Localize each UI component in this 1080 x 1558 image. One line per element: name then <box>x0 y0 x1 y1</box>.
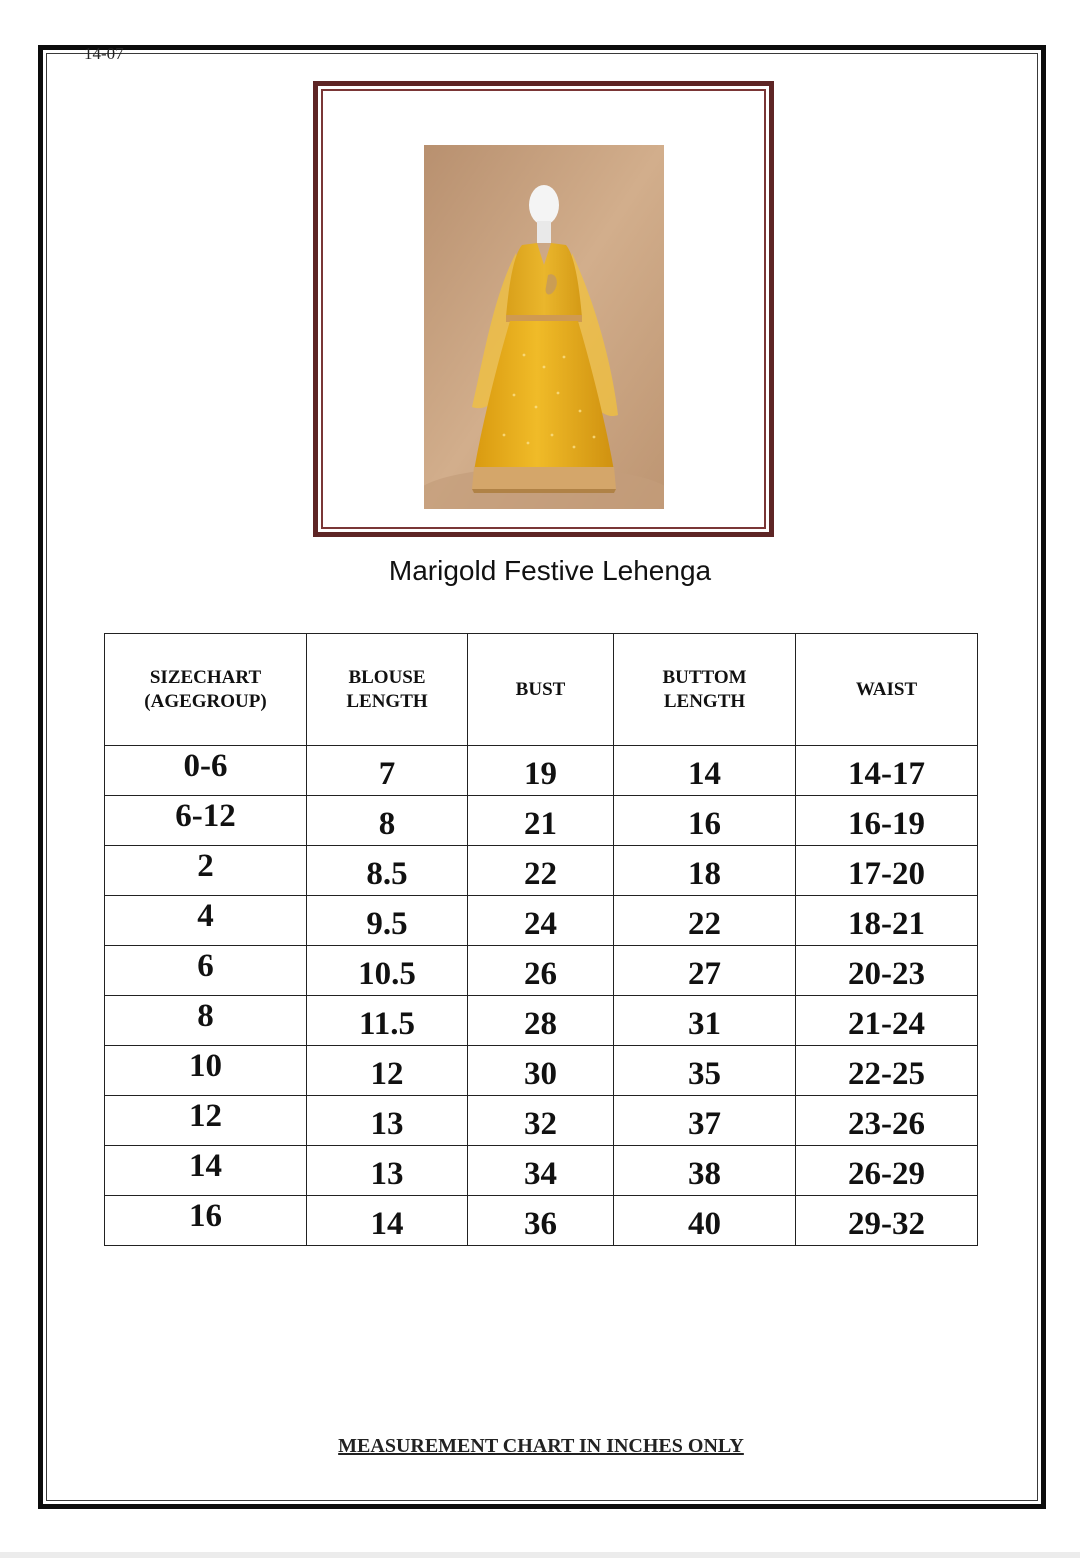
cell-buttom-length: 16 <box>614 796 796 846</box>
header-bust: BUST <box>468 634 614 746</box>
cell-blouse-length: 11.5 <box>307 996 468 1046</box>
cell-age-group: 14 <box>105 1146 307 1196</box>
cell-blouse-length: 9.5 <box>307 896 468 946</box>
table-row <box>105 1196 978 1246</box>
cell-waist: 14-17 <box>796 746 978 796</box>
cell-age-group: 8 <box>105 996 307 1046</box>
cell-buttom-length: 31 <box>614 996 796 1046</box>
cell-buttom-length: 27 <box>614 946 796 996</box>
bottom-band <box>0 1552 1080 1558</box>
cell-waist: 17-20 <box>796 846 978 896</box>
table-row <box>105 1096 978 1146</box>
cell-age-group: 6-12 <box>105 796 307 846</box>
cell-waist: 18-21 <box>796 896 978 946</box>
table-row <box>105 1146 978 1196</box>
cell-buttom-length: 18 <box>614 846 796 896</box>
product-photo <box>424 145 664 509</box>
header-waist: WAIST <box>796 634 978 746</box>
cell-waist: 23-26 <box>796 1096 978 1146</box>
cell-age-group: 4 <box>105 896 307 946</box>
cell-age-group: 2 <box>105 846 307 896</box>
table-row <box>105 946 978 996</box>
table-row <box>105 746 978 796</box>
cell-buttom-length: 38 <box>614 1146 796 1196</box>
document-code: 14-07 <box>84 44 124 63</box>
table-row <box>105 896 978 946</box>
header-blouse-length: BLOUSE LENGTH <box>307 634 468 746</box>
cell-bust: 24 <box>468 896 614 946</box>
cell-buttom-length: 35 <box>614 1046 796 1096</box>
cell-age-group: 16 <box>105 1196 307 1246</box>
size-chart-table <box>104 633 978 1246</box>
cell-blouse-length: 14 <box>307 1196 468 1246</box>
cell-bust: 30 <box>468 1046 614 1096</box>
cell-waist: 21-24 <box>796 996 978 1046</box>
cell-waist: 16-19 <box>796 796 978 846</box>
cell-blouse-length: 7 <box>307 746 468 796</box>
cell-buttom-length: 37 <box>614 1096 796 1146</box>
cell-blouse-length: 12 <box>307 1046 468 1096</box>
cell-waist: 20-23 <box>796 946 978 996</box>
table-row <box>105 796 978 846</box>
cell-bust: 34 <box>468 1146 614 1196</box>
measurement-note: MEASUREMENT CHART IN INCHES ONLY <box>338 1435 744 1457</box>
cell-waist: 22-25 <box>796 1046 978 1096</box>
cell-bust: 32 <box>468 1096 614 1146</box>
cell-waist: 29-32 <box>796 1196 978 1246</box>
cell-age-group: 0-6 <box>105 746 307 796</box>
cell-waist: 26-29 <box>796 1146 978 1196</box>
cell-bust: 22 <box>468 846 614 896</box>
cell-buttom-length: 14 <box>614 746 796 796</box>
cell-buttom-length: 40 <box>614 1196 796 1246</box>
cell-age-group: 10 <box>105 1046 307 1096</box>
cell-buttom-length: 22 <box>614 896 796 946</box>
cell-bust: 21 <box>468 796 614 846</box>
cell-age-group: 6 <box>105 946 307 996</box>
cell-bust: 19 <box>468 746 614 796</box>
header-sizechart: SIZECHART (AGEGROUP) <box>105 634 307 746</box>
cell-age-group: 12 <box>105 1096 307 1146</box>
table-row <box>105 996 978 1046</box>
cell-blouse-length: 8 <box>307 796 468 846</box>
cell-blouse-length: 13 <box>307 1146 468 1196</box>
cell-bust: 26 <box>468 946 614 996</box>
header-buttom-length: BUTTOM LENGTH <box>614 634 796 746</box>
product-title: Marigold Festive Lehenga <box>388 555 712 586</box>
cell-bust: 36 <box>468 1196 614 1246</box>
cell-blouse-length: 8.5 <box>307 846 468 896</box>
cell-bust: 28 <box>468 996 614 1046</box>
table-row <box>105 1046 978 1096</box>
cell-blouse-length: 10.5 <box>307 946 468 996</box>
table-header-row <box>105 634 978 746</box>
cell-blouse-length: 13 <box>307 1096 468 1146</box>
table-row <box>105 846 978 896</box>
